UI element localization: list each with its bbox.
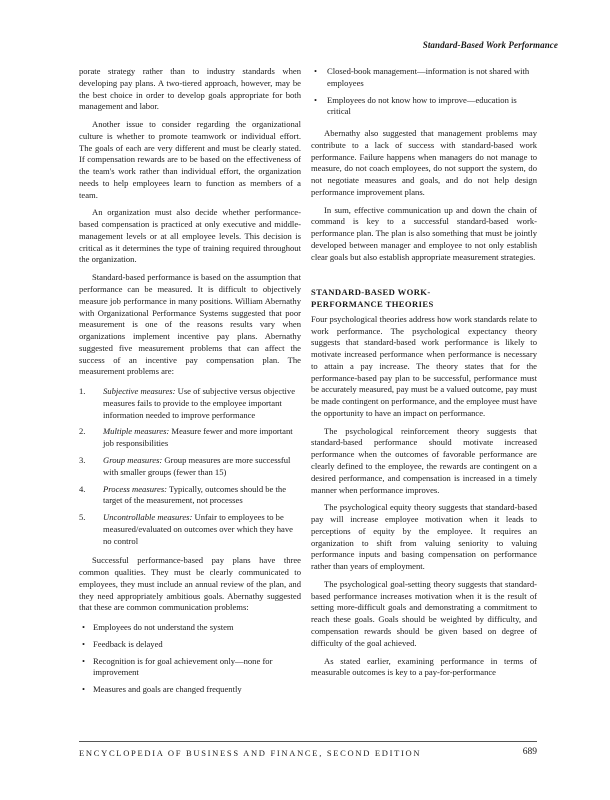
list-number: 2. [79,426,86,437]
bullet-text: Employees do not know how to improve—education is critical [327,94,517,117]
list-number: 4. [79,483,86,494]
communication-problems-list [79,622,301,696]
bullet-item [311,66,537,90]
list-item [79,455,301,479]
bullet-text: Feedback is delayed [93,638,163,649]
bullet-icon: • [314,94,318,105]
bullet-item [79,684,301,696]
paragraph: The psychological goal-setting theory suggests that standard-based performance increases motivation when it is the result of setting more-difficult goals and demonstrating a commitment to reach these goals. Goals should be weighted by difficulty, and compensation rewards should be given based on degree of difficulty of the goal achieved. [311,578,537,648]
paragraph: The psychological reinforcement theory suggests that standard-based performance should motivate increased performance when the outcomes of favorable performance are clearly defined to the employee, the rewards are contingent on a desired performance, and compensation is increased in a timely manner when performance improves. [311,425,537,495]
measurement-problems-list [79,386,301,547]
list-term: Multiple measures: [103,426,170,437]
paragraph: porate strategy rather than to industry standards when developing pay plans. A two-tiered approach, however, may be the best choice in order to develop goals appropriate for both management and labor. [79,66,301,112]
section-heading-line: PERFORMANCE THEORIES [311,298,434,309]
paragraph: Standard-based performance is based on the assumption that performance can be measured. It is difficult to objectively measure job performance in many positions. William Abernathy with Organizational Performance Systems suggested that poor measurement is one of the reasons results vary when organizations implement incentive pay plans. Abernathy suggested five measurement problems that can affect the success of an incentive pay compensation plan. The measurement problems are: [79,272,301,377]
running-head: Standard-Based Work Performance [422,40,558,50]
page-number: 689 [522,747,537,757]
bullet-icon: • [82,622,86,633]
bullet-item [79,656,301,680]
list-text: Use of subjective versus objective measures fails to provide to the employee important information needed to improve performance [103,386,296,420]
paragraph: Another issue to consider regarding the organizational culture is whether to promote teamwork or individual effort. The goals of each are very different and must be clearly stated. If compensation rewards are to be based on the effectiveness of the team's work rather than individual effort, the organization needs to help employees learn to function as members of a team. [79,119,301,200]
bullet-text: Closed-book management—information is not shared with employees [327,66,530,88]
list-item [79,426,301,450]
list-item [79,386,301,421]
list-item [79,484,301,508]
bullet-item [79,639,301,651]
bullet-text: Employees do not understand the system [93,622,234,633]
list-number: 5. [79,512,86,523]
paragraph: Successful performance-based pay plans have three common qualities. They must be clearly communicated to employees, they must include an annual review of the plan, and they need appropriately ambitious goals. Abernathy suggested that these are common communication problems: [79,555,301,613]
paragraph: In sum, effective communication up and down the chain of command is key to a successful standard-based work-performance plan. The plan is also something that must be jointly developed between manager and employee to not only establish clear goals but also establish appropriate measurement strategies. [311,204,537,262]
list-item [79,512,301,547]
list-term: Group measures: [103,454,163,465]
paragraph: Four psychological theories address how work standards relate to work performance. The psychological expectancy theory suggests that standard-based work performance is likely to motivate increased performance when performance is necessary to attain a pay increase. The theory states that for the performance-based pay plan to be successful, performance must be accurately measured, pay must be a valued outcome, pay must be made contingent on performance, and the employee must have the opportunity to have an impact on performance. [311,313,537,418]
list-term: Subjective measures: [103,386,176,397]
list-text: Unfair to employees to be measured/evaluated on outcomes over which they have no control [103,512,293,546]
paragraph: An organization must also decide whether performance-based compensation is practiced at only executive and middle-management levels or at all employee levels. This decision is critical as it determines the type of training required throughout the organization. [79,207,301,265]
list-term: Process measures: [103,483,168,494]
list-term: Uncontrollable measures: [103,512,193,523]
list-text: Group measures are more successful with smaller groups (fewer than 15) [103,454,291,477]
bullet-icon: • [82,638,86,649]
paragraph: The psychological equity theory suggests that standard-based pay will increase employee motivation when it leads to perceptions of equity by the employee. It requires an organization to shift from valuing seniority to valuing performance inputs and basing compensation on performance rather than years of employment. [311,502,537,572]
bullet-text: Recognition is for goal achievement only—none for improvement [93,655,273,678]
list-text: Typically, outcomes should be the target of the measurement, not processes [103,483,287,506]
paragraph: As stated earlier, examining performance in terms of measurable outcomes is key to a pay-for-performance [311,655,537,678]
list-number: 3. [79,454,86,465]
right-column [311,66,537,679]
bullet-icon: • [314,66,318,76]
bullet-item [311,95,537,119]
list-number: 1. [79,386,86,397]
communication-problems-list-continued [311,66,537,118]
bullet-icon: • [82,655,86,666]
footer-divider [79,741,537,742]
footer-title: ENCYCLOPEDIA OF BUSINESS AND FINANCE, SECOND EDITION [79,748,422,758]
list-text: Measure fewer and more important job responsibilities [103,426,293,449]
bullet-item [79,622,301,634]
paragraph: Abernathy also suggested that management problems may contribute to a lack of success with standard-based work performance. Failure happens when managers do not manage to measure, do not coach employees, do not support the system, do not negotiate measures and goals, and do not help design performance improvement plans. [311,128,537,197]
bullet-icon: • [82,684,86,695]
bullet-text: Measures and goals are changed frequently [93,684,242,695]
left-column [79,66,301,704]
section-heading [311,287,537,309]
section-heading-line: STANDARD-BASED WORK- [311,287,431,298]
